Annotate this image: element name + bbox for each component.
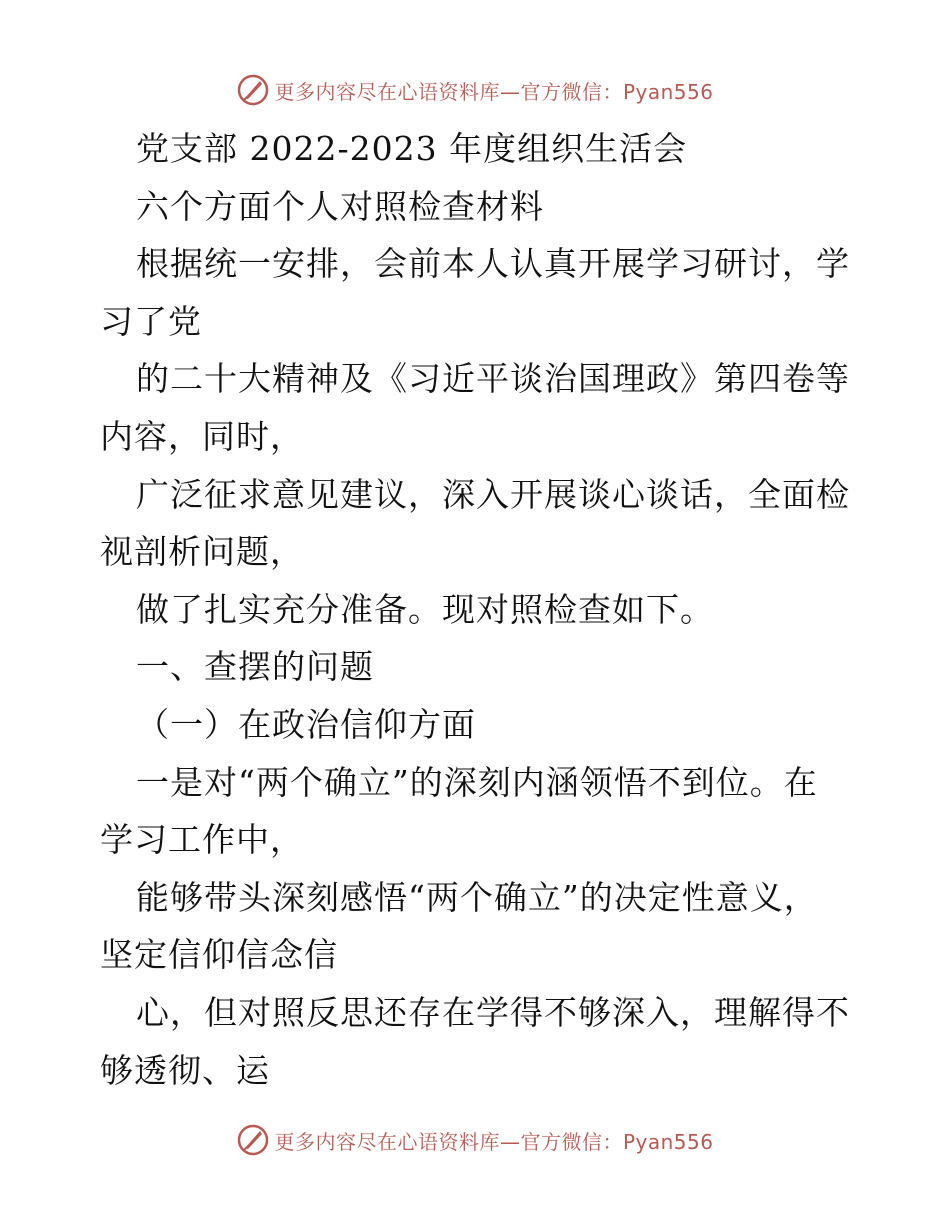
- quill-logo-icon: [236, 73, 270, 107]
- document-line: 的二十大精神及《习近平谈治国理政》第四卷等: [136, 359, 850, 399]
- footer-watermark: [0, 1120, 950, 1160]
- document-line: 内容，同时，: [100, 416, 304, 456]
- document-line: 够透彻、运: [100, 1050, 270, 1090]
- quill-logo-icon: [236, 1123, 270, 1157]
- document-line: 能够带头深刻感悟“两个确立”的决定性意义，: [136, 877, 818, 917]
- document-line: 心，但对照反思还存在学得不够深入，理解得不: [136, 992, 850, 1032]
- document-line: 六个方面个人对照检查材料: [136, 186, 544, 226]
- watermark-text: 更多内容尽在心语资料库—官方微信：Pyan556: [274, 79, 714, 104]
- document-line: 一是对“两个确立”的深刻内涵领悟不到位。在: [136, 762, 818, 802]
- document-line: 一、查摆的问题: [136, 647, 374, 687]
- document-line: 视剖析问题，: [100, 532, 304, 572]
- document-line: 党支部 2022-2023 年度组织生活会: [136, 129, 688, 168]
- document-line: 坚定信仰信念信: [100, 935, 338, 975]
- document-line: 做了扎实充分准备。现对照检查如下。: [136, 589, 714, 629]
- header-watermark: [0, 70, 950, 110]
- document-line: 根据统一安排，会前本人认真开展学习研讨，学: [136, 244, 850, 284]
- document-line: 习了党: [100, 301, 202, 341]
- document-line: （一）在政治信仰方面: [136, 704, 476, 744]
- document-line: 广泛征求意见建议，深入开展谈心谈话，全面检: [136, 474, 850, 514]
- document-body: [100, 120, 860, 1099]
- watermark-text: 更多内容尽在心语资料库—官方微信：Pyan556: [274, 1129, 714, 1154]
- document-line: 学习工作中，: [100, 820, 304, 860]
